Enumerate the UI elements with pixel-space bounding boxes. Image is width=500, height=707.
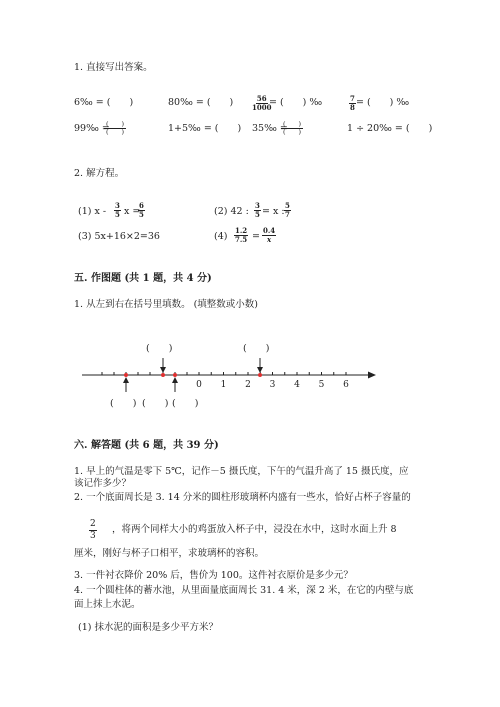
up-arrow-icon (123, 377, 129, 383)
s6-q1-line-1: 1. 早上的气温是零下 5℃，记作－5 摄氏度，下午的气温升高了 15 摄氏度，应 (74, 466, 409, 477)
s5-q1-text: 1. 从左到右在括号里填数。 (填整数或小数) (74, 299, 259, 310)
fraction-denominator: 7 (285, 210, 290, 219)
top-answer-blank-1[interactable]: ( ) (146, 343, 173, 354)
fraction-numerator: 3 (255, 201, 260, 210)
fraction-numerator: ( ) (283, 120, 302, 128)
fraction-numerator: 5 (285, 201, 290, 210)
bottom-answer-blank-3[interactable]: ( ) (172, 398, 199, 409)
fraction-denominator: 3 (90, 531, 96, 541)
s6-q4-line-2: 面上抹上水泥。 (74, 599, 141, 610)
q1-item-1: 6‰ = ( ) (74, 97, 134, 108)
fraction-numerator: 56 (256, 94, 267, 103)
fraction-denominator: 7.5 (235, 235, 248, 244)
q2-heading: 2. 解方程。 (74, 168, 125, 179)
fraction-denominator: 5 (255, 210, 260, 219)
s6-q4-line-1: 4. 一个圆柱体的蓄水池，从里面量底面周长 31. 4 米，深 2 米，在它的内壁与底 (74, 585, 414, 596)
fraction-numerator: 0.4 (263, 226, 276, 235)
fraction-denominator: ( ) (283, 128, 302, 136)
fraction-numerator: 1.2 (235, 226, 248, 235)
fraction-denominator: 1000 (252, 103, 272, 112)
fraction-denominator: ( ) (106, 128, 125, 136)
tick-label: 2 (245, 380, 251, 390)
eq4-middle: = (252, 231, 260, 242)
eq2-prefix: (2) 42 : (214, 206, 249, 217)
s6-q2-line-3: 厘米，刚好与杯子口相平，求玻璃杯的容积。 (74, 548, 265, 559)
tick-label: 5 (318, 380, 325, 390)
point-marker (124, 373, 128, 377)
q1-item-4-answer: = ( ) ‰ (356, 97, 410, 108)
eq3: (3) 5x+16×2=36 (78, 231, 160, 242)
down-arrow-icon (160, 367, 166, 373)
bottom-answer-blank-1[interactable]: ( ) (110, 398, 137, 409)
q1-item-7-label: 35‰ = (252, 123, 288, 134)
q1-item-8: 1 ÷ 20‰ = ( ) (347, 123, 433, 134)
fraction-numerator: ( ) (106, 120, 125, 128)
tick-label: 1 (220, 380, 227, 390)
fraction-denominator: 5 (139, 210, 144, 219)
s6-q1-line-2: 该记作多少？ (74, 478, 132, 489)
q1-heading: 1. 直接写出答案。 (74, 62, 153, 73)
q1-item-6: 1+5‰ = ( ) (168, 123, 242, 134)
number-line-arrowhead (368, 372, 376, 379)
s6-q2-line-2: ，将两个同样大小的鸡蛋放入杯子中，浸没在水中，这时水面上升 8 (112, 524, 397, 535)
eq4-prefix: (4) (214, 231, 228, 242)
section-6-heading: 六. 解答题 (共 6 题，共 39 分) (74, 440, 219, 451)
number-line-tick-labels (196, 380, 349, 390)
point-marker (173, 373, 177, 377)
tick-label: 0 (196, 380, 202, 390)
fraction-numerator: 7 (350, 94, 355, 103)
section-5-heading: 五. 作图题 (共 1 题，共 4 分) (74, 273, 212, 284)
eq1-middle: x = (124, 206, 141, 217)
point-marker (258, 373, 262, 377)
q1-item-5-label: 99‰ = (74, 123, 110, 134)
q1-item-2: 80‰ = ( ) (168, 97, 234, 108)
fraction-numerator: 3 (115, 201, 120, 210)
s6-q4-sub-1: (1) 抹水泥的面积是多少平方米？ (78, 622, 218, 633)
fraction-denominator: 5 (115, 210, 120, 219)
tick-label: 3 (269, 380, 276, 390)
point-marker (161, 373, 165, 377)
fraction-numerator: 6 (139, 201, 144, 210)
fraction-denominator: x (267, 235, 272, 244)
q1-item-3-answer: = ( ) ‰ (269, 97, 323, 108)
bottom-answer-blank-2[interactable]: ( ) (142, 398, 169, 409)
down-arrow-icon (257, 367, 263, 373)
s6-q2-line-1: 2. 一个底面周长是 3. 14 分米的圆柱形玻璃杯内盛有一些水，恰好占杯子容量的 (74, 492, 411, 503)
tick-label: 4 (294, 380, 300, 390)
eq1-prefix: (1) x - (78, 206, 107, 217)
tick-label: 6 (343, 380, 349, 390)
s6-q2-fraction (89, 519, 97, 542)
s6-q3: 3. 一件衬衣降价 20% 后，售价为 100。这件衬衣原价是多少元？ (74, 570, 353, 581)
fraction-denominator: 8 (350, 103, 355, 112)
top-answer-blank-2[interactable]: ( ) (243, 343, 270, 354)
fraction-numerator: 2 (90, 519, 96, 529)
up-arrow-icon (172, 377, 178, 383)
eq2-middle: = x : (262, 206, 285, 217)
